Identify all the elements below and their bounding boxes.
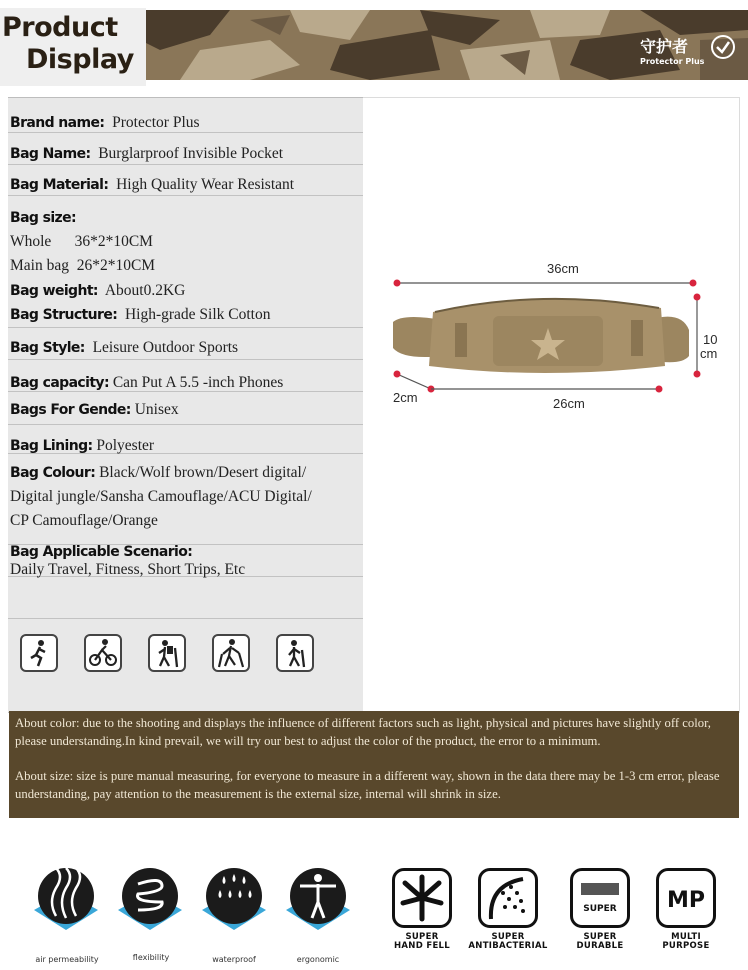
- antibacterial-icon: [478, 868, 538, 928]
- check-circle-icon: [710, 34, 736, 60]
- spec-size-main: Main bag 26*2*10CM: [10, 257, 156, 274]
- spec-brand-name: Brand name: Protector Plus: [10, 114, 200, 131]
- waterproof-icon: [198, 862, 270, 934]
- hand-feel-caption: SUPER HAND FELL: [394, 932, 450, 951]
- title-box: [0, 8, 146, 86]
- spec-bag-structure: Bag Structure: High-grade Silk Cotton: [10, 306, 271, 323]
- svg-text:SUPER: SUPER: [583, 904, 617, 914]
- spec-size-whole: Whole 36*2*10CM: [10, 233, 153, 250]
- header-banner: [0, 0, 748, 90]
- spec-bag-material: Bag Material: High Quality Wear Resistant: [10, 176, 295, 193]
- spec-bag-weight: Bag weight: About0.2KG: [10, 282, 186, 299]
- brand-english-name: Protector Plus: [640, 57, 705, 66]
- spec-bag-style: Bag Style: Leisure Outdoor Sports: [10, 339, 239, 356]
- svg-text:MP: MP: [666, 888, 706, 913]
- antibacterial-caption: SUPER ANTIBACTERIAL: [468, 932, 548, 951]
- title-line-1: Product: [2, 12, 118, 43]
- flexibility-icon: [114, 862, 186, 934]
- hand-feel-icon: [392, 868, 452, 928]
- product-image-panel: [363, 97, 740, 713]
- brand-logo: [640, 34, 704, 66]
- color-note: About color: due to the shooting and displays the influence of different factors such as light, physical and pictures have slightly off color, please understanding.In kind prevail, we will try our best to adjust the color of the product, the error to a minimum.: [15, 716, 711, 748]
- notes-box: [9, 711, 739, 818]
- spec-panel: [8, 97, 363, 713]
- spec-scenario-value: Daily Travel, Fitness, Short Trips, Etc: [10, 561, 246, 578]
- brand-chinese-name: 守护者: [640, 37, 689, 56]
- spec-colour-line-2: Digital jungle/Sansha Camouflage/ACU Digital/: [10, 488, 312, 505]
- dimension-height-num: 10: [703, 332, 718, 347]
- spec-bag-gender: Bags For Gende: Unisex: [10, 401, 179, 418]
- air-permeability-icon: [30, 862, 102, 934]
- dimension-whole-label: 36cm: [547, 261, 579, 276]
- hiking-icon: [148, 634, 186, 672]
- running-icon: [20, 634, 58, 672]
- walking-icon: [276, 634, 314, 672]
- multi-purpose-icon: [656, 868, 716, 928]
- flexibility-caption: flexibility: [132, 953, 170, 962]
- title-line-2: Display: [26, 44, 134, 75]
- ergonomic-icon: [282, 862, 354, 934]
- multi-purpose-caption: MULTI PURPOSE: [662, 932, 710, 951]
- air-permeability-caption: air permeability: [35, 955, 99, 964]
- durable-caption: SUPER DURABLE: [576, 932, 624, 951]
- waterproof-caption: waterproof: [212, 955, 256, 964]
- ergonomic-caption: ergonomic: [296, 955, 340, 964]
- spec-bag-name: Bag Name: Burglarproof Invisible Pocket: [10, 145, 284, 162]
- spec-bag-size: Bag size:: [10, 210, 76, 226]
- spec-bag-capacity: Bag capacity: Can Put A 5.5 -inch Phones: [10, 374, 284, 391]
- spec-bag-colour: Bag Colour: Black/Wolf brown/Desert digital/: [10, 464, 307, 481]
- trekking-icon: [212, 634, 250, 672]
- dimension-main-label: 26cm: [553, 396, 585, 411]
- spec-colour-line-3: CP Camouflage/Orange: [10, 512, 158, 529]
- dimension-height-unit: cm: [700, 346, 718, 361]
- durable-icon: [570, 868, 630, 928]
- cycling-icon: [84, 634, 122, 672]
- waist-bag-illustration: [363, 98, 739, 712]
- size-note: About size: size is pure manual measuring, for everyone to measure in a different way, shown in the data there may be 1-3 cm error, please understanding, pay attention to the measurement is the external size, internal will shrink in size.: [15, 769, 720, 801]
- dimension-depth-label: 2cm: [393, 390, 418, 405]
- spec-applicable-scenario: Bag Applicable Scenario:: [10, 544, 193, 560]
- spec-bag-lining: Bag Lining: Polyester: [10, 437, 155, 454]
